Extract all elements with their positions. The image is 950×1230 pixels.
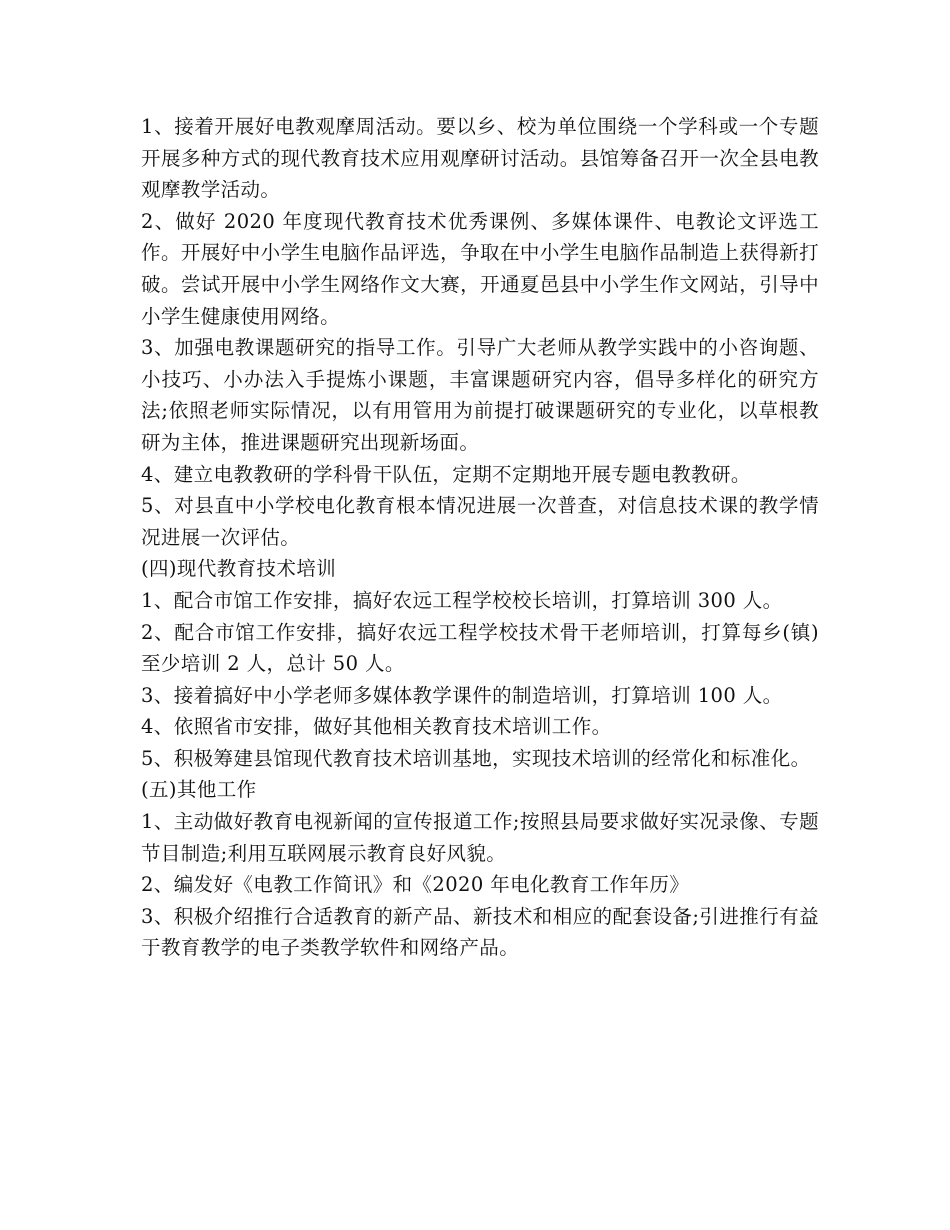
section-heading-training: (四)现代教育技术培训	[141, 557, 337, 581]
paragraph-technical-training: 2、配合市馆工作安排，搞好农远工程学校技术骨干老师培训，打算每乡(镇)至少培训 2 人，总计 50 人。	[141, 620, 819, 676]
paragraph-new-products: 3、积极介绍推行合适教育的新产品、新技术和相应的配套设备;引进推行有益于教育教学的电子类教学软件和网络产品。	[141, 904, 819, 960]
paragraph-research-guidance: 3、加强电教课题研究的指导工作。引导广大老师从教学实践中的小咨询题、小技巧、小办法入手提炼小课题，丰富课题研究内容，倡导多样化的研究方法;依照老师实际情况，以有用管用为前提打破课题研究的专业化，以草根教研为主体，推进课题研究出现新场面。	[141, 336, 819, 454]
paragraph-courseware-training: 3、接着搞好中小学老师多媒体教学课件的制造培训，打算培训 100 人。	[141, 683, 783, 707]
section-heading-other-work: (五)其他工作	[141, 778, 257, 802]
paragraph-survey: 5、对县直中小学校电化教育根本情况进展一次普查，对信息技术课的教学情况进展一次评估。	[141, 494, 819, 549]
paragraph-other-training: 4、依照省市安排，做好其他相关教育技术培训工作。	[141, 715, 612, 739]
paragraph-news-reporting: 1、主动做好教育电视新闻的宣传报道工作;按照县局要求做好实况录像、专题节目制造;利用互联网展示教育良好风貌。	[141, 810, 819, 865]
paragraph-observation-week: 1、接着开展好电教观摩周活动。要以乡、校为单位围绕一个学科或一个专题开展多种方式的现代教育技术应用观摩研讨活动。县馆筹备召开一次全县电教观摩教学活动。	[141, 115, 819, 202]
paragraph-newsletter: 2、编发好《电教工作简讯》和《2020 年电化教育工作年历》	[141, 873, 690, 897]
paragraph-course-selection: 2、做好 2020 年度现代教育技术优秀课例、多媒体课件、电教论文评选工作。开展好中小学生电脑作品评选，争取在中小学生电脑作品制造上获得新打破。尝试开展中小学生网络作文大赛，开通夏邑县中小学生作文网站，引导中小学生健康使用网络。	[141, 209, 819, 328]
paragraph-principal-training: 1、配合市馆工作安排，搞好农远工程学校校长培训，打算培训 300 人。	[141, 588, 783, 612]
paragraph-backbone-team: 4、建立电教教研的学科骨干队伍，定期不定期地开展专题电教教研。	[141, 462, 751, 486]
paragraph-training-base: 5、积极筹建县馆现代教育技术培训基地，实现技术培训的经常化和标准化。	[141, 746, 811, 770]
document-body	[141, 111, 819, 964]
